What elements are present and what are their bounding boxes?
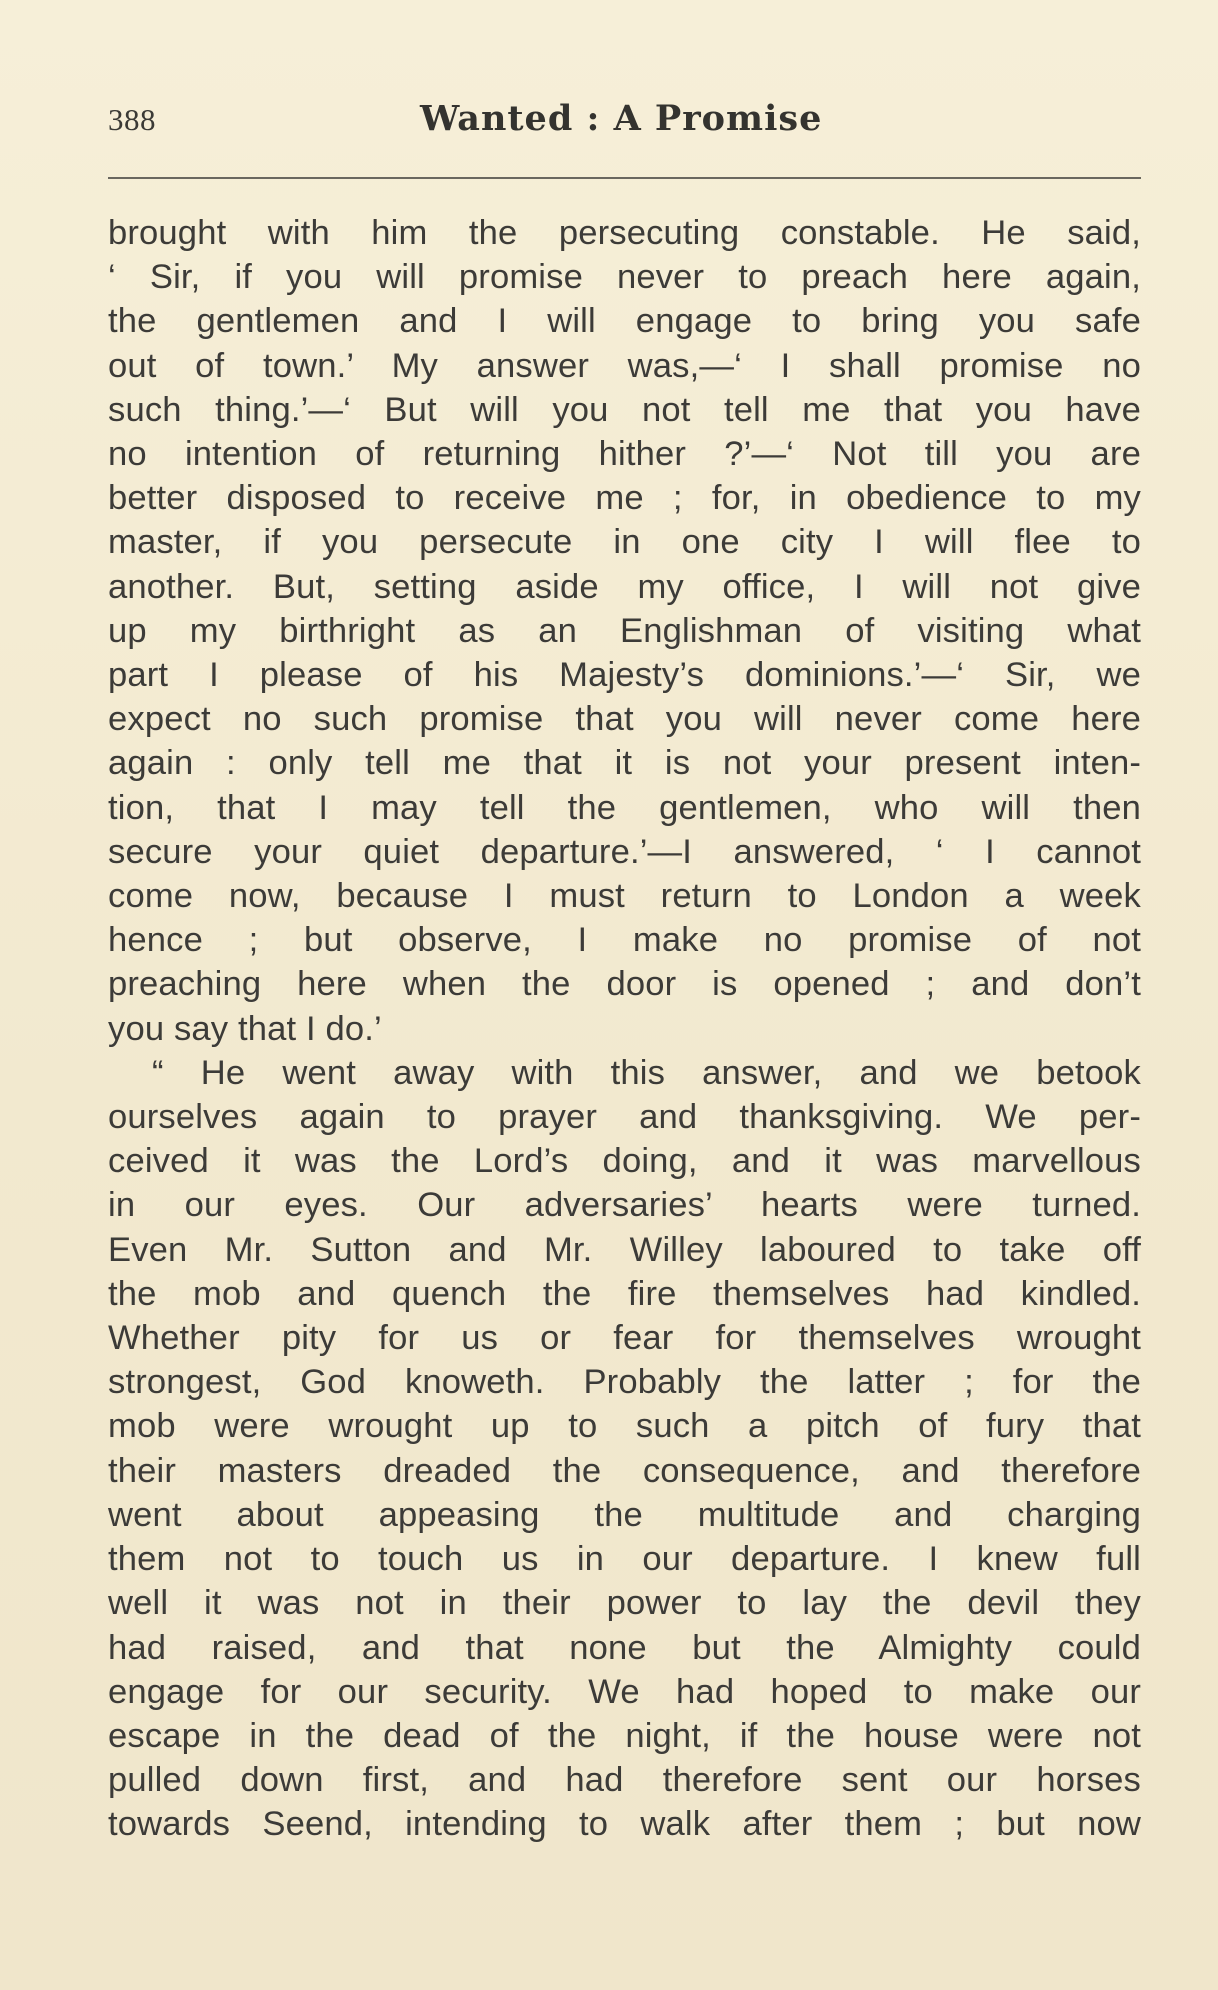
header-rule <box>108 177 1141 179</box>
text-line: part I please of his Majesty’s dominions.’—‘ Sir, we <box>108 656 1141 695</box>
text-line: well it was not in their power to lay the devil they <box>108 1584 1141 1623</box>
text-line: come now, because I must return to London a week <box>108 877 1141 916</box>
text-line: secure your quiet departure.’—I answered, ‘ I cannot <box>108 832 1141 871</box>
text-line: engage for our security. We had hoped to make our <box>108 1672 1141 1711</box>
text-line: expect no such promise that you will never come here <box>108 700 1141 739</box>
text-line: no intention of returning hither ?’—‘ Not till you are <box>108 435 1141 474</box>
text-line: ‘ Sir, if you will promise never to preach here again, <box>108 258 1141 297</box>
text-line: master, if you persecute in one city I will flee to <box>108 523 1141 562</box>
text-line: the gentlemen and I will engage to bring you safe <box>108 302 1141 341</box>
text-line: tion, that I may tell the gentlemen, who will then <box>108 788 1141 827</box>
text-line: ceived it was the Lord’s doing, and it was marvellous <box>108 1142 1141 1181</box>
text-line: better disposed to receive me ; for, in obedience to my <box>108 479 1141 518</box>
page-number: 388 <box>108 102 156 137</box>
text-line: Whether pity for us or fear for themselves wrought <box>108 1319 1141 1358</box>
text-line: in our eyes. Our adversaries’ hearts were turned. <box>108 1186 1141 1225</box>
text-line: Even Mr. Sutton and Mr. Willey laboured to take off <box>108 1230 1141 1269</box>
text-line: another. But, setting aside my office, I will not give <box>108 567 1141 606</box>
page-header <box>108 96 1138 146</box>
text-line: you say that I do.’ <box>108 1009 382 1048</box>
text-line: hence ; but observe, I make no promise of not <box>108 921 1141 960</box>
body-text <box>108 211 1141 1847</box>
text-line: out of town.’ My answer was,—‘ I shall promise no <box>108 346 1141 385</box>
text-line: their masters dreaded the consequence, and therefore <box>108 1451 1141 1490</box>
text-line: “ He went away with this answer, and we betook <box>152 1053 1141 1092</box>
text-line: escape in the dead of the night, if the house were not <box>108 1716 1141 1755</box>
text-line: pulled down first, and had therefore sent our horses <box>108 1761 1141 1800</box>
text-line: preaching here when the door is opened ; and don’t <box>108 965 1141 1004</box>
running-head: Wanted : A Promise <box>420 98 823 139</box>
text-line: mob were wrought up to such a pitch of fury that <box>108 1407 1141 1446</box>
text-line: went about appeasing the multitude and charging <box>108 1495 1141 1534</box>
text-line: towards Seend, intending to walk after them ; but now <box>108 1805 1141 1844</box>
text-line: brought with him the persecuting constable. He said, <box>108 214 1141 252</box>
text-line: strongest, God knoweth. Probably the latter ; for the <box>108 1363 1141 1402</box>
text-line: such thing.’—‘ But will you not tell me that you have <box>108 390 1141 429</box>
text-line: them not to touch us in our departure. I knew full <box>108 1540 1141 1579</box>
text-line: had raised, and that none but the Almighty could <box>108 1628 1141 1667</box>
text-line: the mob and quench the fire themselves had kindled. <box>108 1274 1141 1313</box>
text-line: up my birthright as an Englishman of visiting what <box>108 611 1141 650</box>
text-line: ourselves again to prayer and thanksgiving. We per- <box>108 1098 1141 1137</box>
text-line: again : only tell me that it is not your present inten- <box>108 744 1141 783</box>
